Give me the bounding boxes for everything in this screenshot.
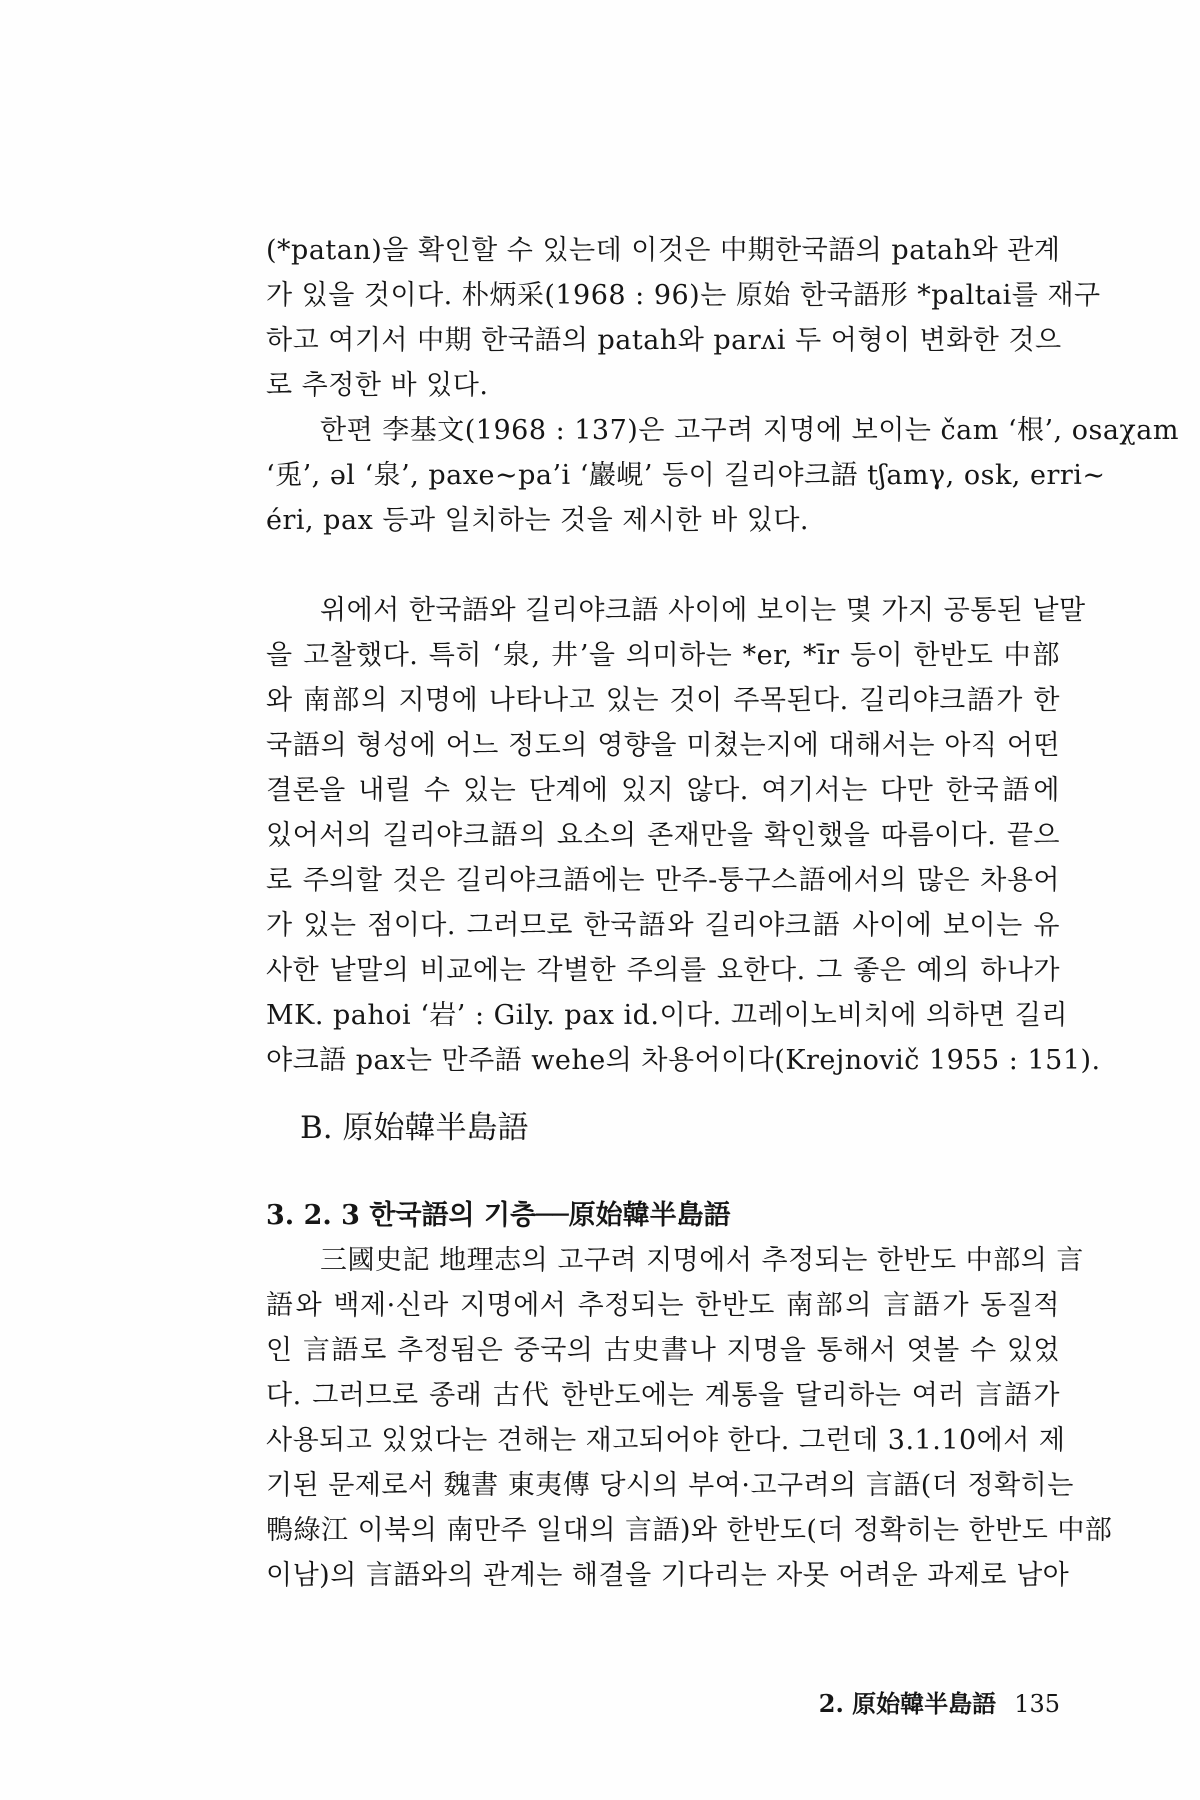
text-line: 있어서의 길리야크語의 요소의 존재만을 확인했을 따름이다. 끝으 bbox=[266, 820, 1060, 851]
paragraph-block-2 bbox=[266, 588, 1101, 1083]
text-line: 가 있을 것이다. 朴炳采(1968 : 96)는 原始 한국語形 *paltai를 재구 bbox=[266, 280, 1101, 311]
page-number: 135 bbox=[1014, 1690, 1060, 1718]
subsection-heading: 3. 2. 3 한국語의 기층──原始韓半島語 bbox=[266, 1200, 731, 1231]
paragraph-block-3 bbox=[266, 1238, 1113, 1598]
text-line: 다. 그러므로 종래 古代 한반도에는 계통을 달리하는 여러 言語가 bbox=[266, 1380, 1060, 1411]
text-line: 기된 문제로서 魏書 東夷傳 당시의 부여·고구려의 言語(더 정확히는 bbox=[266, 1470, 1074, 1501]
text-line: 한편 李基文(1968 : 137)은 고구려 지명에 보이는 čam ‘根’, osaχam bbox=[320, 415, 1179, 446]
paragraph-block-1 bbox=[266, 228, 1179, 543]
text-line: 鴨綠江 이북의 南만주 일대의 言語)와 한반도(더 정확히는 한반도 中部 bbox=[266, 1515, 1113, 1546]
text-line: 인 言語로 추정됨은 중국의 古史書나 지명을 통해서 엿볼 수 있었 bbox=[266, 1335, 1060, 1366]
text-line: 야크語 pax는 만주語 wehe의 차용어이다(Krejnovič 1955 : 151). bbox=[266, 1045, 1101, 1076]
text-line: 하고 여기서 中期 한국語의 patah와 parʌi 두 어형이 변화한 것으 bbox=[266, 325, 1062, 356]
text-line: 가 있는 점이다. 그러므로 한국語와 길리야크語 사이에 보이는 유 bbox=[266, 910, 1060, 941]
text-line: MK. pahoi ‘岩’ : Gily. pax id.이다. 끄레이노비치에 의하면 길리 bbox=[266, 1000, 1068, 1031]
text-line: 이남)의 言語와의 관계는 해결을 기다리는 자못 어려운 과제로 남아 bbox=[266, 1560, 1070, 1591]
text-line: 사용되고 있었다는 견해는 재고되어야 한다. 그런데 3.1.10에서 제 bbox=[266, 1425, 1066, 1456]
section-heading: B. 原始韓半島語 bbox=[300, 1110, 529, 1146]
text-line: ‘兎’, əl ‘泉’, paxe∼pa’i ‘巖峴’ 등이 길리야크語 tʃamγ, osk, erri∼ bbox=[266, 460, 1106, 491]
text-line: 語와 백제·신라 지명에서 추정되는 한반도 南部의 言語가 동질적 bbox=[266, 1290, 1060, 1321]
text-line: éri, pax 등과 일치하는 것을 제시한 바 있다. bbox=[266, 505, 810, 536]
text-line: (*patan)을 확인할 수 있는데 이것은 中期한국語의 patah와 관계 bbox=[266, 235, 1061, 266]
text-line: 사한 낱말의 비교에는 각별한 주의를 요한다. 그 좋은 예의 하나가 bbox=[266, 955, 1060, 986]
text-line: 三國史記 地理志의 고구려 지명에서 추정되는 한반도 中部의 言 bbox=[320, 1245, 1084, 1276]
text-line: 와 南部의 지명에 나타나고 있는 것이 주목된다. 길리야크語가 한 bbox=[266, 685, 1060, 716]
text-line: 위에서 한국語와 길리야크語 사이에 보이는 몇 가지 공통된 낱말 bbox=[320, 595, 1086, 626]
running-title: 2. 原始韓半島語 bbox=[818, 1689, 997, 1718]
text-line: 로 추정한 바 있다. bbox=[266, 370, 489, 401]
text-line: 로 주의할 것은 길리야크語에는 만주-퉁구스語에서의 많은 차용어 bbox=[266, 865, 1060, 896]
text-line: 결론을 내릴 수 있는 단계에 있지 않다. 여기서는 다만 한국語에 bbox=[266, 775, 1060, 806]
text-line: 을 고찰했다. 특히 ‘泉, 井’을 의미하는 *er, *īr 등이 한반도 中部 bbox=[266, 640, 1060, 671]
running-footer bbox=[819, 1686, 1060, 1722]
text-line: 국語의 형성에 어느 정도의 영향을 미쳤는지에 대해서는 아직 어떤 bbox=[266, 730, 1060, 761]
